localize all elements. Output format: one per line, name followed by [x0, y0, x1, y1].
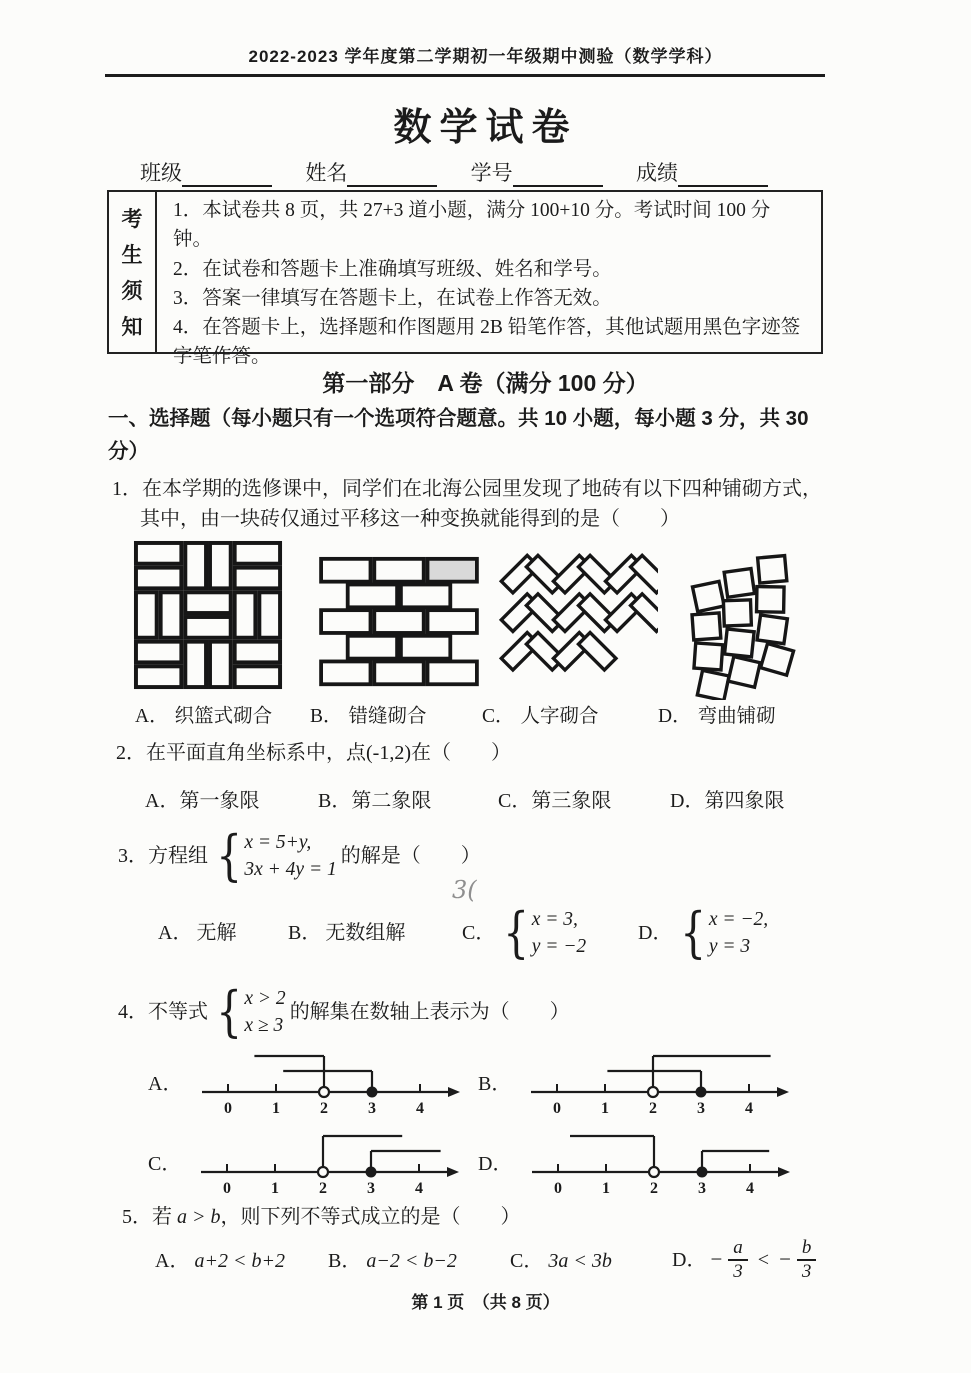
page-header: 2022-2023 学年度第二学期初一年级期中测验（数学学科） — [248, 47, 723, 66]
q2-option-a-letter: A． — [145, 790, 180, 812]
q2-option-a-name: 第一象限 — [179, 790, 260, 812]
q4-inequality-2: x ≥ 3 — [244, 1015, 284, 1036]
field-score — [636, 157, 768, 187]
question-5 — [122, 1202, 521, 1232]
q5-option-d-num1: a — [728, 1237, 748, 1261]
q4-option-b — [478, 1044, 797, 1118]
q3-option-c-eq1: x = 3, — [531, 908, 578, 930]
question-5-prefix: 5．若 — [122, 1206, 177, 1228]
notice-items — [157, 192, 821, 368]
q5-option-d-letter: D． — [672, 1249, 707, 1271]
part-title: 第一部分 A 卷（满分 100 分） — [322, 370, 649, 396]
field-number-blank — [513, 161, 603, 187]
pattern-curved-paving-figure — [690, 550, 808, 700]
field-name-blank — [347, 161, 437, 187]
q3-option-c-eq2: y = −2 — [531, 936, 587, 957]
q2-option-c-letter: C． — [498, 790, 532, 812]
q4-option-c-letter: C． — [148, 1152, 182, 1175]
q3-option-d-eq2: y = 3 — [708, 936, 751, 957]
q2-option-d — [670, 786, 784, 816]
notice-item-2: 2．在试卷和答题卡上准确填写班级、姓名和学号。 — [173, 258, 612, 280]
left-brace: { — [503, 901, 530, 965]
q3-equation-1: x = 5+y, — [244, 831, 312, 853]
svg-text:4: 4 — [745, 1100, 754, 1117]
q1-option-a-name: 织篮式砌合 — [174, 706, 273, 727]
q3-equation-2: 3x + 4y = 1 — [244, 859, 337, 880]
left-brace: { — [216, 980, 243, 1044]
svg-text:2: 2 — [650, 1180, 659, 1197]
q3-option-d-letter: D． — [638, 922, 673, 944]
svg-text:0: 0 — [553, 1100, 562, 1117]
q5-option-b-letter: B． — [328, 1250, 362, 1272]
q1-option-a-letter: A． — [135, 706, 169, 727]
notice-item-1: 1．本试卷共 8 页，共 27+3 道小题，满分 100+10 分。考试时间 100 分钟。 — [173, 200, 771, 251]
q5-option-c-text: 3a < 3b — [548, 1250, 612, 1272]
q5-option-a-text: a+2 < b+2 — [194, 1250, 285, 1272]
q3-option-c-system — [499, 901, 587, 965]
question-1 — [112, 474, 872, 534]
field-score-blank — [678, 161, 768, 187]
q3-option-c — [462, 898, 586, 968]
q1-option-d-letter: D． — [658, 706, 692, 727]
left-brace: { — [216, 824, 243, 888]
field-score-label: 成绩 — [635, 161, 678, 185]
q5-option-b — [328, 1246, 457, 1276]
svg-text:1: 1 — [272, 1100, 281, 1117]
field-name-label: 姓名 — [305, 161, 348, 185]
field-class — [140, 157, 272, 187]
q5-option-b-text: a−2 < b−2 — [366, 1250, 457, 1272]
q1-option-d-name: 弯曲铺砌 — [697, 706, 776, 727]
question-3-label: 3．方程组 — [118, 845, 208, 867]
q4-option-c — [148, 1124, 467, 1198]
q5-option-d — [672, 1228, 816, 1292]
q2-option-b-letter: B． — [318, 790, 352, 812]
q5-option-d-minus1: − — [710, 1247, 723, 1272]
q5-option-c-letter: C． — [510, 1250, 544, 1272]
field-class-blank — [182, 161, 272, 187]
q2-option-c-name: 第三象限 — [531, 790, 612, 812]
q3-option-b-letter: B． — [288, 922, 322, 944]
notice-box — [107, 190, 823, 368]
svg-text:4: 4 — [416, 1100, 425, 1117]
q1-option-b-name: 错缝砌合 — [348, 706, 427, 727]
q2-option-d-letter: D． — [670, 790, 705, 812]
field-class-label: 班级 — [140, 161, 182, 185]
q5-option-d-den1: 3 — [733, 1261, 743, 1282]
q3-option-d-eq1: x = −2, — [708, 908, 769, 930]
svg-text:2: 2 — [319, 1180, 328, 1197]
q3-option-d-system — [676, 901, 769, 965]
q4-option-a — [148, 1044, 468, 1118]
q1-option-c — [482, 700, 599, 728]
q4-option-a-letter: A． — [148, 1072, 183, 1095]
student-fields — [140, 157, 768, 187]
numberline-c-figure — [197, 1124, 467, 1198]
q3-option-a-letter: A． — [158, 922, 193, 944]
question-2: 2．在平面直角坐标系中，点(-1,2)在（ ） — [116, 742, 511, 764]
pattern-basket-weave-figure — [133, 540, 285, 692]
q4-option-d — [478, 1124, 798, 1198]
q1-option-b — [310, 700, 427, 728]
notice-item-3: 3．答案一律填写在答题卡上，在试卷上作答无效。 — [173, 287, 612, 309]
q3-option-d — [638, 898, 768, 968]
q4-inequality-1: x > 2 — [244, 987, 286, 1009]
q3-option-a — [158, 898, 236, 968]
pattern-herringbone-figure — [494, 540, 658, 695]
q2-option-b-name: 第二象限 — [351, 790, 432, 812]
q5-option-d-num2: b — [797, 1237, 817, 1261]
svg-text:2: 2 — [320, 1100, 329, 1117]
numberline-d-figure — [528, 1124, 798, 1198]
section-instruction-line2: 分） — [108, 439, 149, 463]
q4-option-d-letter: D． — [478, 1152, 513, 1175]
q3-option-b — [288, 898, 405, 968]
q5-option-d-fraction2 — [797, 1237, 817, 1283]
svg-text:1: 1 — [271, 1180, 280, 1197]
pencil-scribble: 3( — [452, 876, 477, 904]
section-instruction — [108, 403, 853, 469]
notice-side-char: 须 — [121, 279, 143, 303]
svg-text:3: 3 — [367, 1180, 376, 1197]
notice-side-char: 知 — [121, 315, 143, 339]
q1-option-c-name: 人字砌合 — [520, 706, 599, 727]
svg-text:0: 0 — [224, 1100, 233, 1117]
question-5-suffix: ，则下列不等式成立的是（ ） — [220, 1206, 521, 1228]
svg-text:1: 1 — [601, 1100, 610, 1117]
q4-option-b-letter: B． — [478, 1072, 512, 1095]
field-name — [305, 157, 437, 187]
q5-option-d-fraction1 — [728, 1237, 748, 1283]
q3-option-c-letter: C． — [462, 922, 496, 944]
field-number-label: 学号 — [470, 161, 513, 185]
header-rule — [105, 74, 825, 77]
left-brace: { — [680, 901, 707, 965]
notice-item-4: 4．在答题卡上，选择题和作图题用 2B 铅笔作答，其他试题用黑色字迹签字笔作答。 — [173, 317, 801, 368]
svg-text:1: 1 — [602, 1180, 611, 1197]
q1-option-a — [135, 700, 272, 728]
q5-option-d-den2: 3 — [801, 1261, 812, 1282]
svg-text:2: 2 — [649, 1100, 658, 1117]
numberline-b-figure — [527, 1044, 797, 1118]
question-3-suffix: 的解是（ ） — [340, 845, 481, 867]
q5-option-d-relation: < — [757, 1249, 770, 1271]
svg-text:3: 3 — [368, 1100, 377, 1117]
question-1-line1: 1．在本学期的选修课中，同学们在北海公园里发现了地砖有以下四种铺砌方式， — [112, 478, 822, 500]
notice-side-char: 生 — [121, 243, 143, 267]
question-4-label: 4．不等式 — [118, 1001, 208, 1023]
numberline-a-figure — [198, 1044, 468, 1118]
q2-option-a — [145, 786, 259, 816]
page-footer: 第 1 页 （共 8 页） — [411, 1293, 560, 1312]
q5-option-a — [155, 1246, 285, 1276]
svg-text:4: 4 — [746, 1180, 755, 1197]
q1-option-b-letter: B． — [310, 706, 343, 727]
svg-text:0: 0 — [554, 1180, 563, 1197]
svg-text:4: 4 — [415, 1180, 424, 1197]
question-4-suffix: 的解集在数轴上表示为（ ） — [289, 1001, 570, 1023]
question-5-math: a > b — [177, 1206, 221, 1228]
pattern-running-bond-figure — [318, 556, 480, 689]
q2-option-b — [318, 786, 431, 816]
q1-option-d — [658, 700, 776, 728]
notice-side-label — [109, 192, 157, 352]
question-3 — [118, 820, 481, 892]
notice-side-char: 考 — [121, 207, 143, 231]
page-title: 数学试卷 — [393, 107, 578, 149]
q5-option-a-letter: A． — [155, 1250, 190, 1272]
svg-text:0: 0 — [223, 1180, 232, 1197]
q2-option-c — [498, 786, 611, 816]
svg-text:3: 3 — [698, 1180, 707, 1197]
q1-option-c-letter: C． — [482, 706, 515, 727]
q3-equation-system — [212, 824, 337, 888]
question-4 — [118, 976, 570, 1048]
question-1-line2: 其中，由一块砖仅通过平移这一种变换就能得到的是（ ） — [140, 508, 680, 530]
svg-text:3: 3 — [697, 1100, 706, 1117]
q5-option-c — [510, 1246, 612, 1276]
q4-inequality-system — [212, 980, 286, 1044]
q3-option-a-text: 无解 — [196, 922, 237, 944]
field-number — [471, 157, 603, 187]
q3-option-b-text: 无数组解 — [325, 922, 406, 944]
q2-option-d-name: 第四象限 — [704, 790, 785, 812]
section-instruction-line1: 一、选择题（每小题只有一个选项符合题意。共 10 小题，每小题 3 分，共 30 — [108, 407, 809, 430]
q5-option-d-minus2: − — [779, 1247, 791, 1272]
